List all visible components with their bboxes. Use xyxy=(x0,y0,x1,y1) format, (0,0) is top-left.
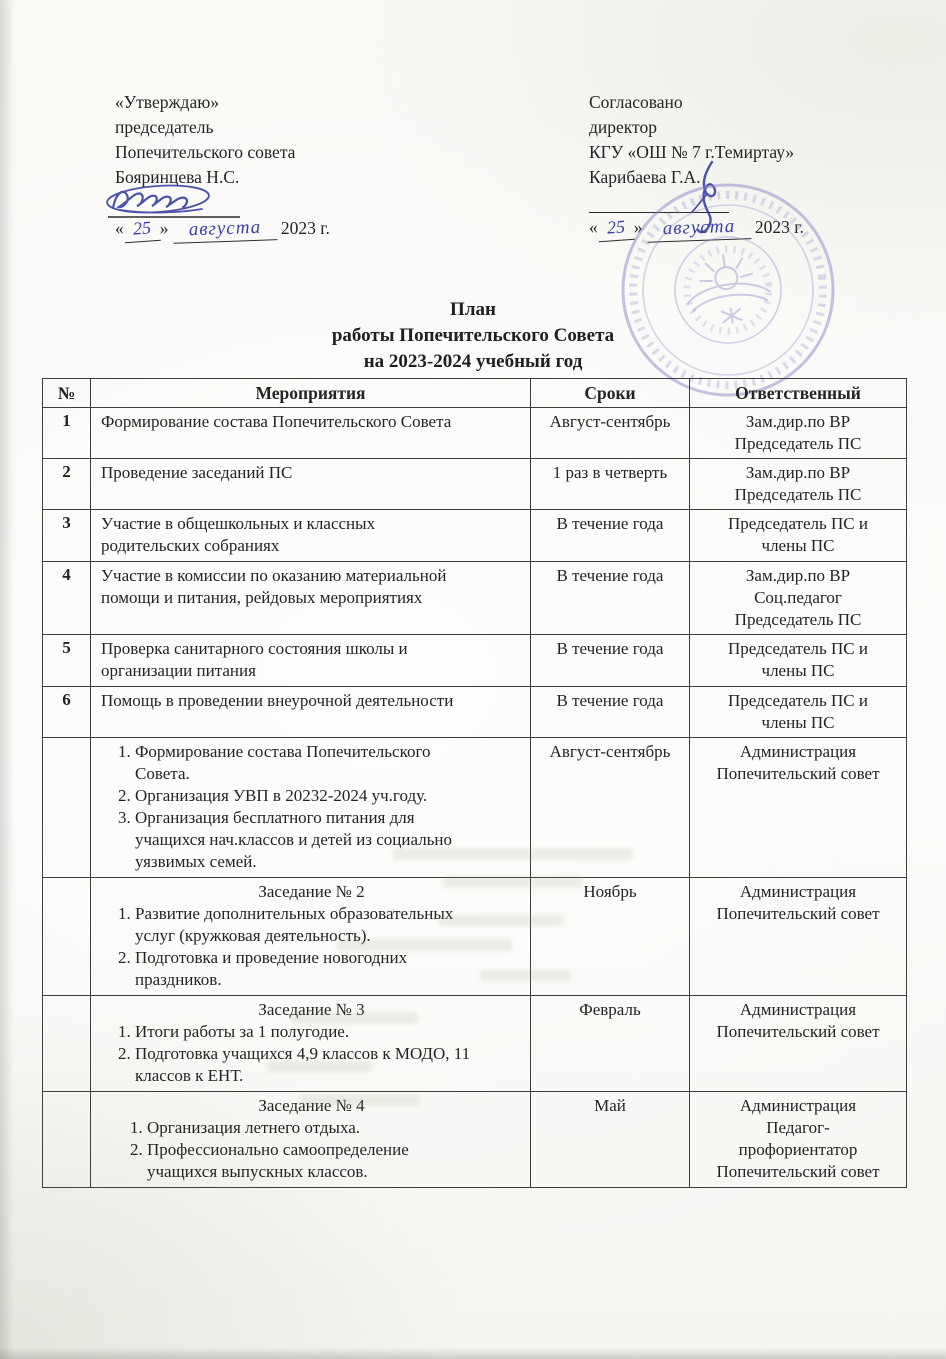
responsible-line: члены ПС xyxy=(761,536,835,555)
responsible-cell xyxy=(690,687,907,738)
handwritten-month: августа xyxy=(172,214,277,244)
agenda-item-line: 1. Итоги работы за 1 полугодие. xyxy=(135,1022,350,1041)
activity-cell xyxy=(91,878,531,996)
quote-close: » xyxy=(633,217,643,237)
responsible-line: члены ПС xyxy=(761,713,835,732)
responsible-line: Председатель ПС и xyxy=(727,514,868,533)
responsible-line: Зам.дир.по ВР xyxy=(745,566,851,585)
term-cell: Ноябрь xyxy=(531,878,690,996)
agenda-item-line: 1. Развитие дополнительных образовательных xyxy=(135,904,454,923)
row-number-cell xyxy=(43,738,91,878)
table-row xyxy=(43,562,907,635)
agenda-item-line: 2. Подготовка и проведение новогодних xyxy=(135,948,408,967)
row-number-cell: 5 xyxy=(43,635,91,687)
agenda-list xyxy=(101,1021,522,1087)
col-header-num: № xyxy=(43,379,91,408)
year-text: 2023 г. xyxy=(280,218,330,238)
agenda-list xyxy=(101,1117,522,1183)
plan-table xyxy=(42,378,907,1188)
row-number-cell: 2 xyxy=(43,459,91,510)
document-title xyxy=(0,297,946,375)
responsible-line: Администрация xyxy=(739,742,857,761)
responsible-line: Педагог- xyxy=(766,1118,830,1137)
agenda-item-line: услуг (кружковая деятельность). xyxy=(135,926,371,945)
term-cell: В течение года xyxy=(531,635,690,687)
agenda-item xyxy=(135,807,522,873)
bleed-through-mark xyxy=(443,876,583,888)
activity-cell xyxy=(91,635,531,687)
bleed-through-mark xyxy=(300,1095,420,1106)
row-number-cell xyxy=(43,878,91,996)
title-line-3: на 2023-2024 учебный год xyxy=(363,351,583,372)
col-header-term: Сроки xyxy=(531,379,690,408)
table-row xyxy=(43,1092,907,1188)
session-title: Заседание № 4 xyxy=(258,1096,365,1115)
responsible-cell xyxy=(690,635,907,687)
bleed-through-mark xyxy=(393,848,633,860)
agenda-item-line: 1. Формирование состава Попечительского xyxy=(135,742,431,761)
activity-text-line: организации питания xyxy=(101,661,256,680)
quote-open: « xyxy=(115,218,124,238)
term-cell: В течение года xyxy=(531,510,690,562)
row-number-cell xyxy=(43,1092,91,1188)
agenda-item xyxy=(135,741,522,785)
row-number-cell: 4 xyxy=(43,562,91,635)
row-number-cell: 3 xyxy=(43,510,91,562)
row-number-cell: 6 xyxy=(43,687,91,738)
responsible-cell xyxy=(690,878,907,996)
agenda-item-line: Совета. xyxy=(135,764,190,783)
term-cell: Август-сентябрь xyxy=(531,408,690,459)
responsible-line: Попечительский совет xyxy=(716,1162,880,1181)
activity-text-line: родительских собраниях xyxy=(101,536,280,555)
activity-cell xyxy=(91,459,531,510)
activity-text-line: Проверка санитарного состояния школы и xyxy=(101,639,408,658)
responsible-cell xyxy=(690,408,907,459)
activity-text-line: Проведение заседаний ПС xyxy=(101,463,293,482)
bleed-through-mark xyxy=(438,915,563,926)
agree-line: КГУ «ОШ № 7 г.Темиртау» xyxy=(589,142,795,162)
responsible-line: Администрация xyxy=(739,1096,857,1115)
responsible-cell xyxy=(690,459,907,510)
table-row xyxy=(43,408,907,459)
agree-line: директор xyxy=(589,117,657,137)
responsible-line: Председатель ПС xyxy=(734,610,862,629)
term-cell: Май xyxy=(531,1092,690,1188)
responsible-cell xyxy=(690,738,907,878)
agenda-item-line: 2. Подготовка учащихся 4,9 классов к МОДО, 11 xyxy=(135,1044,471,1063)
responsible-line: Председатель ПС и xyxy=(727,691,868,710)
bleed-through-mark xyxy=(480,970,570,981)
responsible-line: Председатель ПС и xyxy=(727,639,868,658)
activity-text-line: Помощь в проведении внеурочной деятельности xyxy=(101,691,454,710)
activity-text-line: Формирование состава Попечительского Совета xyxy=(101,412,452,431)
responsible-line: Председатель ПС xyxy=(734,434,862,453)
agenda-item-line: 3. Организация бесплатного питания для xyxy=(135,808,415,827)
handwritten-month: августа xyxy=(646,213,751,243)
col-header-responsible: Ответственный xyxy=(690,379,907,408)
activity-cell xyxy=(91,996,531,1092)
agenda-item-line: классов к ЕНТ. xyxy=(135,1066,244,1085)
bleed-through-mark xyxy=(267,1061,372,1072)
year-text: 2023 г. xyxy=(754,217,804,237)
responsible-line: Администрация xyxy=(739,1000,857,1019)
activity-cell xyxy=(91,510,531,562)
agree-line: Согласовано xyxy=(589,92,683,112)
session-title: Заседание № 2 xyxy=(258,882,365,901)
responsible-line: Попечительский совет xyxy=(716,904,880,923)
agree-line: Карибаева Г.А. xyxy=(589,167,701,187)
table-row xyxy=(43,510,907,562)
responsible-line: Соц.педагог xyxy=(754,588,842,607)
agenda-item-line: уязвимых семей. xyxy=(135,852,257,871)
quote-open: « xyxy=(589,217,598,237)
approve-line: председатель xyxy=(115,117,214,137)
chairman-signature-ink xyxy=(106,181,256,225)
agenda-item-line: 1. Организация летнего отдыха. xyxy=(147,1118,361,1137)
term-cell: Август-сентябрь xyxy=(531,738,690,878)
bleed-through-mark xyxy=(337,939,512,951)
bleed-through-mark xyxy=(290,1012,418,1024)
table-row xyxy=(43,459,907,510)
session-title: Заседание № 3 xyxy=(258,1000,365,1019)
responsible-cell xyxy=(690,510,907,562)
approve-line: Попечительского совета xyxy=(115,142,296,162)
col-header-activity: Мероприятия xyxy=(91,379,531,408)
table-header-row xyxy=(43,379,907,408)
agenda-item-line: 2. Организация УВП в 20232-2024 уч.году. xyxy=(135,786,428,805)
agenda-item-line: 2. Профессионально самоопределение xyxy=(147,1140,409,1159)
table-row xyxy=(43,996,907,1092)
activity-text-line: помощи и питания, рейдовых мероприятиях xyxy=(101,588,423,607)
agenda-item-line: учащихся нач.классов и детей из социально xyxy=(135,830,453,849)
row-number-cell: 1 xyxy=(43,408,91,459)
responsible-line: Администрация xyxy=(739,882,857,901)
term-cell: Февраль xyxy=(531,996,690,1092)
title-line-1: План xyxy=(450,299,496,320)
table-row xyxy=(43,687,907,738)
row-number-cell xyxy=(43,996,91,1092)
responsible-cell xyxy=(690,562,907,635)
agenda-item xyxy=(147,1117,522,1139)
responsible-line: Зам.дир.по ВР xyxy=(745,463,851,482)
agenda-item xyxy=(135,785,522,807)
approve-line: «Утверждаю» xyxy=(115,92,220,112)
activity-cell xyxy=(91,562,531,635)
term-cell: 1 раз в четверть xyxy=(531,459,690,510)
plan-table-body xyxy=(43,408,907,1188)
responsible-cell xyxy=(690,1092,907,1188)
agenda-item xyxy=(135,947,522,991)
approve-line: Бояринцева Н.С. xyxy=(115,167,240,187)
agenda-item xyxy=(147,1139,522,1183)
activity-text-line: Участие в комиссии по оказанию материальной xyxy=(101,566,447,585)
activity-text-line: Участие в общешкольных и классных xyxy=(101,514,376,533)
term-cell: В течение года xyxy=(531,562,690,635)
activity-cell xyxy=(91,408,531,459)
responsible-line: профориентатор xyxy=(738,1140,858,1159)
agenda-item-line: учащихся выпускных классов. xyxy=(147,1162,368,1181)
title-line-2: работы Попечительского Совета xyxy=(331,325,615,346)
handwritten-day: 25 xyxy=(123,215,161,243)
table-row xyxy=(43,635,907,687)
handwritten-day: 25 xyxy=(597,214,635,242)
responsible-line: Председатель ПС xyxy=(734,485,862,504)
responsible-line: Зам.дир.по ВР xyxy=(745,412,851,431)
agenda-item-line: праздников. xyxy=(135,970,222,989)
quote-close: » xyxy=(159,218,169,238)
table-row xyxy=(43,878,907,996)
responsible-line: члены ПС xyxy=(761,661,835,680)
term-cell: В течение года xyxy=(531,687,690,738)
responsible-cell xyxy=(690,996,907,1092)
activity-cell xyxy=(91,687,531,738)
responsible-line: Попечительский совет xyxy=(716,764,880,783)
responsible-line: Попечительский совет xyxy=(716,1022,880,1041)
agenda-item xyxy=(135,1021,522,1043)
